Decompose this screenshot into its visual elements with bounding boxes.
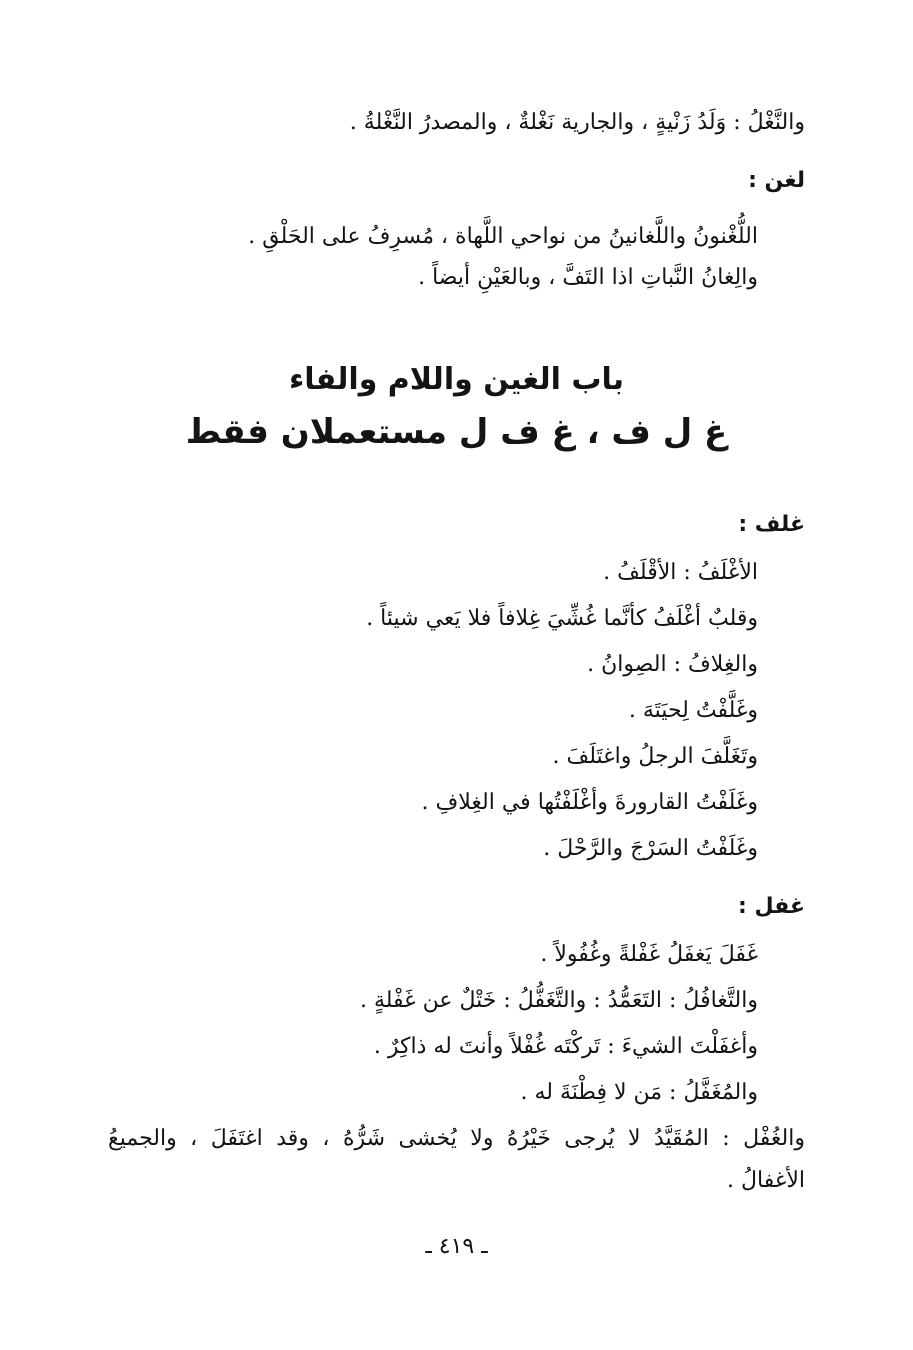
ghlf-definition-line: وغَلَفْتُ القارورةَ وأغْلَفْتُها في الغِلافِ . [421,790,758,815]
ghfl-definition-line: غَفَلَ يَغفَلُ غَفْلةً وغُفُولاً . [540,942,758,967]
ghlf-definition-line: وغَلَفْتُ السَرْجَ والرَّحْلَ . [543,836,758,861]
chapter-subtitle: غ ل ف ، غ ف ل مستعملان فقط [185,412,728,452]
ghlf-definition-line: وقلبٌ أغْلَفُ كأنَّما غُشِّيَ غِلافاً فلا يَعي شيئاً . [366,606,758,631]
ghlf-definition-line: الأغْلَفُ : الأقْلَفُ . [603,560,758,585]
ghfl-definition-line: والتَّغافُلُ : التَعَمُّدُ : والتَّغَفُّلُ : خَتْلٌ عن غَفْلةٍ . [359,988,758,1013]
ghfl-definition-line-continued: الأغفالُ . [727,1168,805,1193]
ghlf-definition-line: وغَلَّفْتُ لِحيَتَهَ . [628,698,758,723]
ghlf-definition-line: والغِلافُ : الصِوانُ . [587,652,758,677]
page-number: ـ ٤١٩ ـ [425,1234,488,1259]
ghlf-definition-line: وتَغَلَّفَ الرجلُ واغتَلَفَ . [552,744,758,769]
ghfl-definition-line: والغُفْل : المُقَيَّدُ لا يُرجى خَيْرُهُ ولا يُخشى شَرُّهُ ، وقد اغتَفَلَ ، والجميعُ [108,1126,805,1151]
chapter-title: باب الغين واللام والفاء [288,362,625,397]
lghn-definition-line-2: والِغانُ النَّباتِ اذا التَفَّ ، وبالعَيْنِ أيضاً . [418,265,758,290]
entry-heading-lghn: لغن : [748,168,805,193]
entry-heading-ghlf: غلف : [738,512,805,537]
lghn-definition-line-1: اللُّغْنونُ واللَّغانينُ من نواحي اللَّهاة ، مُسرِفُ على الحَلْقِ . [248,224,758,249]
ghfl-definition-line: والمُغَفَّلُ : مَن لا فِطْنَةَ له . [520,1080,758,1105]
entry-heading-ghfl: غفل : [738,894,805,919]
nghl-definition-line: والنَّغْلُ : وَلَدُ زَنْيةٍ ، والجارية نَغْلةٌ ، والمصدرُ النَّغْلةُ . [349,110,805,135]
ghfl-definition-line: وأغفَلْتَ الشيءَ : تَركْتَه غُفْلاً وأنتَ له ذاكِرٌ . [373,1034,758,1059]
